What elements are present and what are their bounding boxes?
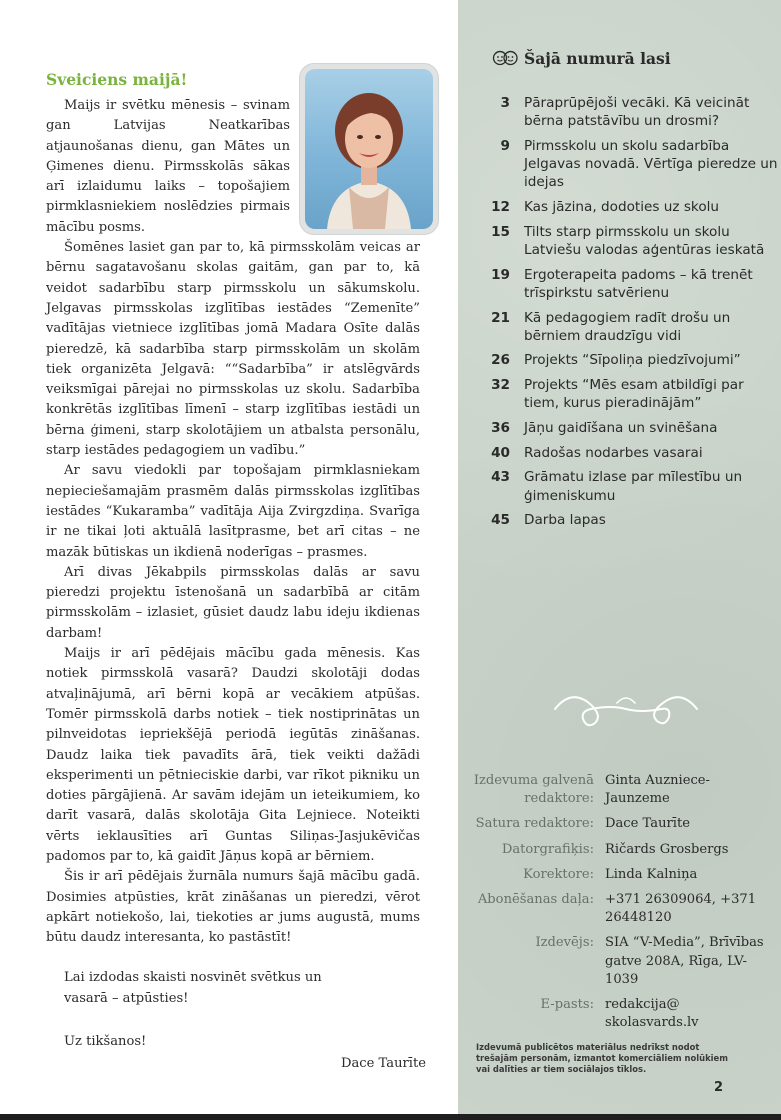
toc-item-title: Pāraprūpējoši vecāki. Kā veicināt bērna patstāvību un drosmi? xyxy=(524,95,750,130)
toc-page-number: 45 xyxy=(491,512,510,529)
toc-page-number: 19 xyxy=(491,266,510,283)
letter-paragraph: Šomēnes lasiet gan par to, kā pirmsskolām veicas ar bērnu sagatavošanu skolas gaitām, gan par to, kā veidot sadarbību starp pirmsskolu un sākumskolu. Jelgavas pirmsskolas izglītības iestādes “Zemenīte” vadītājas vietniece izglītības jomā Madara Osīte dalās pieredzē, kā sadarbība starp pirmsskolām un skolām tiek organizēta Jelgavā: ““Sadarbība” ir atslēgvārds veiksmīgai pārejai no pirmsskolas uz skolu. Sadarbība konkrētās izglītības līmenī – starp izglītības iestādi un bērna ģimeni, starp skolotājiem un atbalsta personālu, starp iestādes pedagogiem un vadību.” xyxy=(46,240,420,459)
credit-label: Datorgrafiķis: xyxy=(501,841,594,857)
credit-label: Korektore: xyxy=(523,866,594,882)
credit-label: Izdevējs: xyxy=(535,935,594,951)
toc-header xyxy=(492,48,671,68)
toc-page-number: 9 xyxy=(500,137,510,154)
credit-label: Satura redaktore: xyxy=(475,816,594,832)
letter-paragraph: Arī divas Jēkabpils pirmsskolas dalās ar savu pieredzi projektu īstenošanā un sadarbībā ar citām pirmsskolām – izlasiet, gūsiet daudz labu ideju ikdienas darbam! xyxy=(46,564,420,641)
toc-item[interactable] xyxy=(486,351,778,369)
toc-page-number: 15 xyxy=(491,223,510,240)
toc-item-title: Kā pedagogiem radīt drošu un bērniem draudzīgu vidi xyxy=(524,309,731,344)
credit-label: E-pasts: xyxy=(540,997,594,1013)
toc-item[interactable] xyxy=(486,223,778,259)
toc-item[interactable] xyxy=(486,468,778,504)
letter-paragraph: Ar savu viedokli par topošajam pirmklasniekam nepieciešamajām prasmēm dalās pirmsskolas izglītības iestādes “Kukaramba” vadītāja Aija Zvirgzdiņa. Svarīga ir ne tikai ļoti aktuālā lasītprasme, bet arī citas – ne mazāk būtiskas un ikdienā noderīgas – prasmes. xyxy=(46,463,420,560)
contents-sidebar xyxy=(458,0,781,1120)
toc-page-number: 40 xyxy=(491,444,510,461)
editorial-letter xyxy=(46,96,420,948)
bottom-border xyxy=(0,1114,781,1120)
toc-page-number: 21 xyxy=(491,309,510,326)
letter-sign-off: Uz tikšanos! xyxy=(64,1034,147,1049)
toc-item-title: Darba lapas xyxy=(524,512,606,529)
toc-item-title: Grāmatu izlase par mīlestību un ģimeniskumu xyxy=(524,469,743,504)
credit-value: Linda Kalniņa xyxy=(605,866,698,882)
greeting-title: Sveiciens maijā! xyxy=(46,70,188,89)
letter-paragraph: Maijs ir svētku mēnesis – svinam gan Latvijas Neatkarības atjaunošanas dienu, gan Mātes un Ģimenes dienu. Pirmsskolās sākas arī izlaidumu laiks – topošajiem pirmklasniekiem noslēdzies pirmais mācību posms. xyxy=(46,98,290,235)
toc-item[interactable] xyxy=(486,419,778,437)
credit-row xyxy=(468,866,773,884)
toc-item-title: Tilts starp pirmsskolu un skolu Latviešu valodas aģentūras ieskatā xyxy=(524,223,765,258)
legal-notice: Izdevumā publicētos materiālus nedrīkst nodot trešajām personām, izmantot komerciāliem nolūkiem vai dalīties ar tiem sociālajos tīklos. xyxy=(476,1042,728,1075)
toc-item[interactable] xyxy=(486,198,778,216)
letter-paragraph: Maijs ir arī pēdējais mācību gada mēnesis. Kas notiek pirmsskolā vasarā? Daudzi skolotāji dodas atvaļinājumā, arī bērni kopā ar vecākiem atpūšas. Tomēr pirmsskolā darbs notiek – tiek nostiprinātas un pilnveidotas iepriekšējā periodā iegūtās zināšanas. Daudz laika tiek pavadīts ārā, tiek veikti dažādi eksperimenti un pētnieciskie darbi, var rīkot pikniku un doties pārgājienā. Ar savām idejām un ieteikumiem, ko darīt vasarā, dalās skolotāja Gita Lejniece. Noteikti vērts ieklausīties arī Guntas Siliņas-Jasjukēvičas padomos par to, kā gaidīt Jāņus kopā ar bērniem. xyxy=(46,646,420,864)
toc-item-title: Jāņu gaidīšana un svinēšana xyxy=(524,420,718,437)
credit-row xyxy=(468,996,773,1032)
credit-value: +371 26309064, +371 26448120 xyxy=(605,892,757,926)
credit-value: redakcija@ skolasvards.lv xyxy=(605,997,699,1031)
toc-item[interactable] xyxy=(486,137,778,192)
toc-page-number: 32 xyxy=(491,377,510,394)
toc-title: Šajā numurā lasi xyxy=(524,48,671,68)
toc-item[interactable] xyxy=(486,266,778,302)
page-number: 2 xyxy=(714,1080,724,1095)
flourish-ornament-icon xyxy=(551,683,701,733)
toc-page-number: 12 xyxy=(491,199,510,216)
toc-page-number: 36 xyxy=(491,420,510,437)
toc-page-number: 43 xyxy=(491,469,510,486)
toc-page-number: 26 xyxy=(491,352,510,369)
letter-paragraph: Šis ir arī pēdējais žurnāla numurs šajā mācību gadā. Dosimies atpūsties, krāt zināšanas un pieredzi, vērot apkārt notiekošo, lai, tiekoties ar jums augustā, mums būtu daudz interesanta, ko pastāstīt! xyxy=(46,869,420,946)
toc-list xyxy=(486,94,778,536)
faces-icon xyxy=(492,48,518,68)
credit-row xyxy=(468,934,773,989)
credit-value: Dace Taurīte xyxy=(605,816,690,832)
credit-value: Ričards Grosbergs xyxy=(605,841,729,857)
credit-row xyxy=(468,815,773,833)
toc-item[interactable] xyxy=(486,94,778,130)
toc-item[interactable] xyxy=(486,511,778,529)
toc-item-title: Projekts “Sīpoliņa piedzīvojumi” xyxy=(524,352,741,369)
toc-item-title: Pirmsskolu un skolu sadarbība Jelgavas novadā. Vērtīga pieredze un idejas xyxy=(524,137,778,191)
toc-item[interactable] xyxy=(486,376,778,412)
credit-label: Abonēšanas daļa: xyxy=(477,892,594,908)
credit-value: Ginta Auzniece-Jaunzeme xyxy=(605,773,710,807)
toc-item[interactable] xyxy=(486,444,778,462)
toc-item-title: Kas jāzina, dodoties uz skolu xyxy=(524,199,720,216)
letter-closing: Lai izdodas skaisti nosvinēt svētkus un vasarā – atpūsties! xyxy=(64,970,322,1006)
toc-item-title: Ergoterapeita padoms – kā trenēt trīspirkstu satvērienu xyxy=(524,266,753,301)
credit-row xyxy=(468,772,773,808)
credit-row xyxy=(468,841,773,859)
letter-signature: Dace Taurīte xyxy=(341,1056,426,1071)
toc-item-title: Projekts “Mēs esam atbildīgi par tiem, kurus pieradinājām” xyxy=(524,377,744,412)
credit-row xyxy=(468,891,773,927)
imprint-credits xyxy=(468,772,773,1039)
toc-page-number: 3 xyxy=(500,95,510,111)
toc-item-title: Radošas nodarbes vasarai xyxy=(524,444,703,461)
toc-item[interactable] xyxy=(486,309,778,345)
credit-value: SIA “V-Media”, Brīvības gatve 208A, Rīga, LV-1039 xyxy=(605,935,764,987)
credit-label: Izdevuma galvenā redaktore: xyxy=(473,773,594,807)
